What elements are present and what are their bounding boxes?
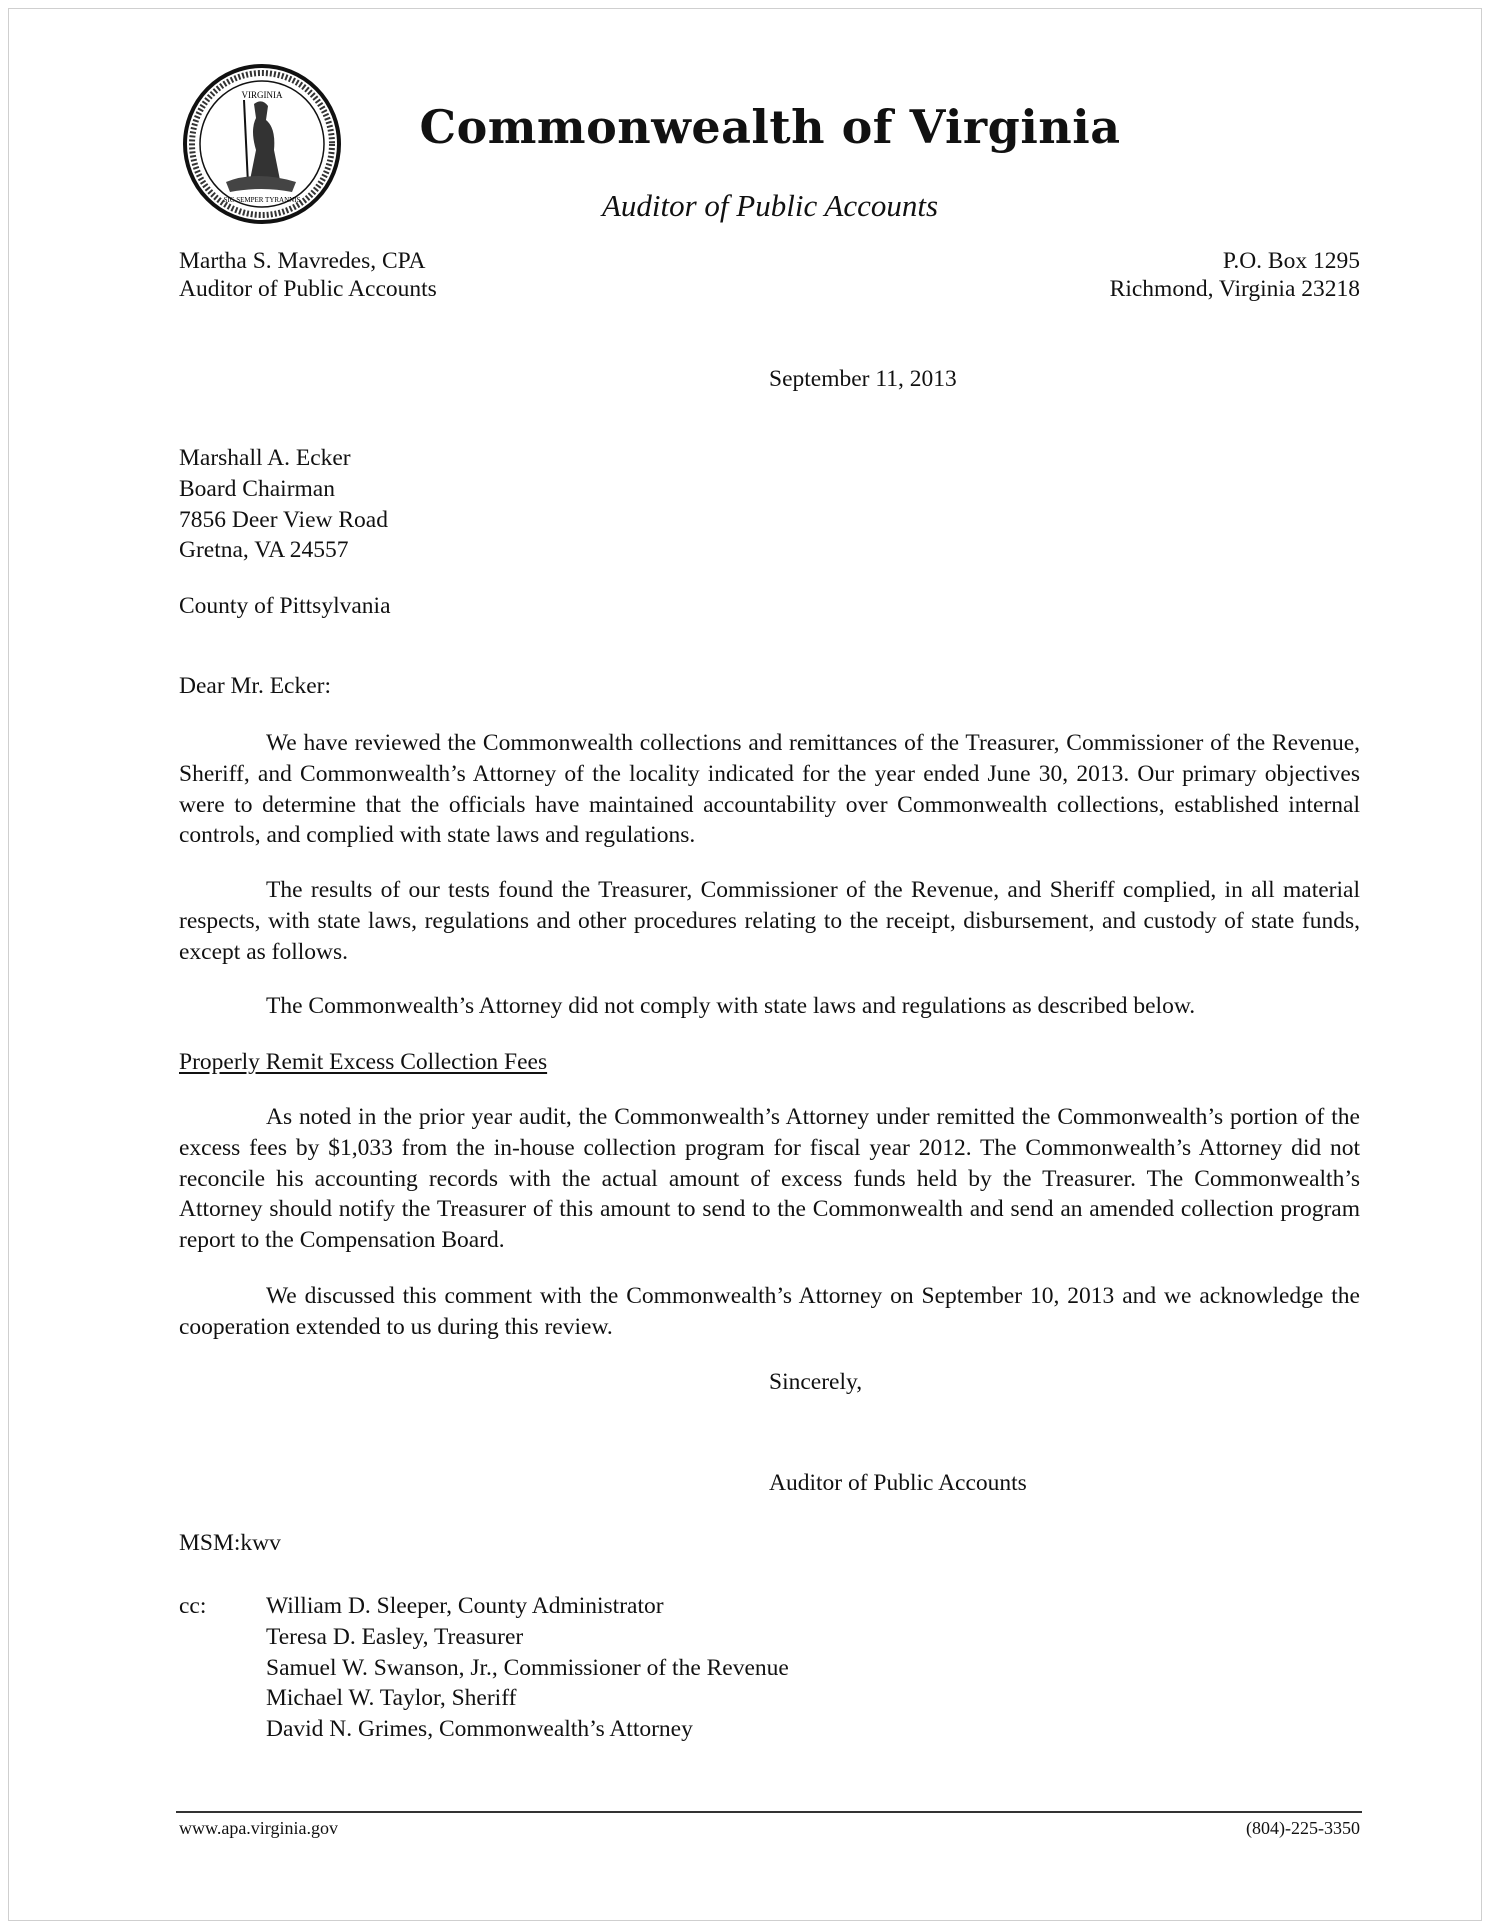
initials: MSM:kwv [179,1530,281,1556]
cc-recipient: Michael W. Taylor, Sheriff [266,1685,517,1712]
footer-phone: (804)-225-3350 [1246,1818,1360,1838]
signature-block: Auditor of Public Accounts [769,1470,1027,1496]
recipient-line: 7856 Deer View Road [179,506,388,533]
closing: Sincerely, [769,1369,863,1395]
sender-title: Auditor of Public Accounts [179,276,437,302]
recipient-line: Marshall A. Ecker [179,445,351,471]
letterhead-title: Commonwealth of Virginia [419,100,1121,154]
salutation: Dear Mr. Ecker: [179,673,332,699]
svg-text:SIC SEMPER TYRANNIS: SIC SEMPER TYRANNIS [223,196,301,204]
letter-date: September 11, 2013 [769,366,957,392]
recipient-line: Board Chairman [179,475,335,502]
footer-divider [176,1811,1362,1813]
address-line1: P.O. Box 1295 [1222,248,1360,274]
body-paragraph-5: We discussed this comment with the Commonwealth’s Attorney on September 10, 2013 and we acknowledge the cooperation extended to us during this review. [179,1283,1360,1340]
cc-recipient: Teresa D. Easley, Treasurer [266,1623,524,1650]
body-paragraph-2: The results of our tests found the Treasurer, Commissioner of the Revenue, and Sheriff complied, in all material respects, with state laws, regulations and other procedures relating to the receipt, disbursement, and custody of state funds, except as follows. [179,877,1360,965]
cc-list [266,1591,789,1745]
cc-recipient: Samuel W. Swanson, Jr., Commissioner of the Revenue [266,1654,789,1681]
recipient-address [179,443,388,566]
cc-recipient: William D. Sleeper, County Administrator [266,1593,664,1619]
body-paragraph-4: As noted in the prior year audit, the Commonwealth’s Attorney under remitted the Commonwealth’s portion of the excess fees by $1,033 from the in-house collection program for fiscal year 2012. The Commonwealth’s Attorney did not reconcile his accounting records with the actual amount of excess funds held by the Treasurer. The Commonwealth’s Attorney should notify the Treasurer of this amount to send to the Commonwealth and send an amended collection program report to the Compensation Board. [179,1104,1360,1254]
cc-label: cc: [179,1593,207,1619]
section-heading [179,1047,547,1078]
recipient-locality: County of Pittsylvania [179,593,391,619]
recipient-line: Gretna, VA 24557 [179,537,349,564]
sender-name: Martha S. Mavredes, CPA [179,248,426,274]
address-line2: Richmond, Virginia 23218 [1109,276,1360,302]
body-paragraph-3: The Commonwealth’s Attorney did not comply with state laws and regulations as described below. [266,993,1196,1019]
letterhead-subtitle: Auditor of Public Accounts [601,188,939,223]
section-heading-text: Properly Remit Excess Collection Fees [179,1049,548,1075]
cc-recipient: David N. Grimes, Commonwealth’s Attorney [266,1716,693,1743]
footer-website: www.apa.virginia.gov [179,1818,338,1838]
body-paragraph-1: We have reviewed the Commonwealth collections and remittances of the Treasurer, Commissioner of the Revenue, Sheriff, and Commonwealth’s Attorney of the locality indicated for the year ended June 30, 2013. Our primary objectives were to determine that the officials have maintained accountability over Commonwealth collections, established internal controls, and complied with state laws and regulations. [179,730,1360,849]
svg-text:VIRGINIA: VIRGINIA [241,90,283,100]
